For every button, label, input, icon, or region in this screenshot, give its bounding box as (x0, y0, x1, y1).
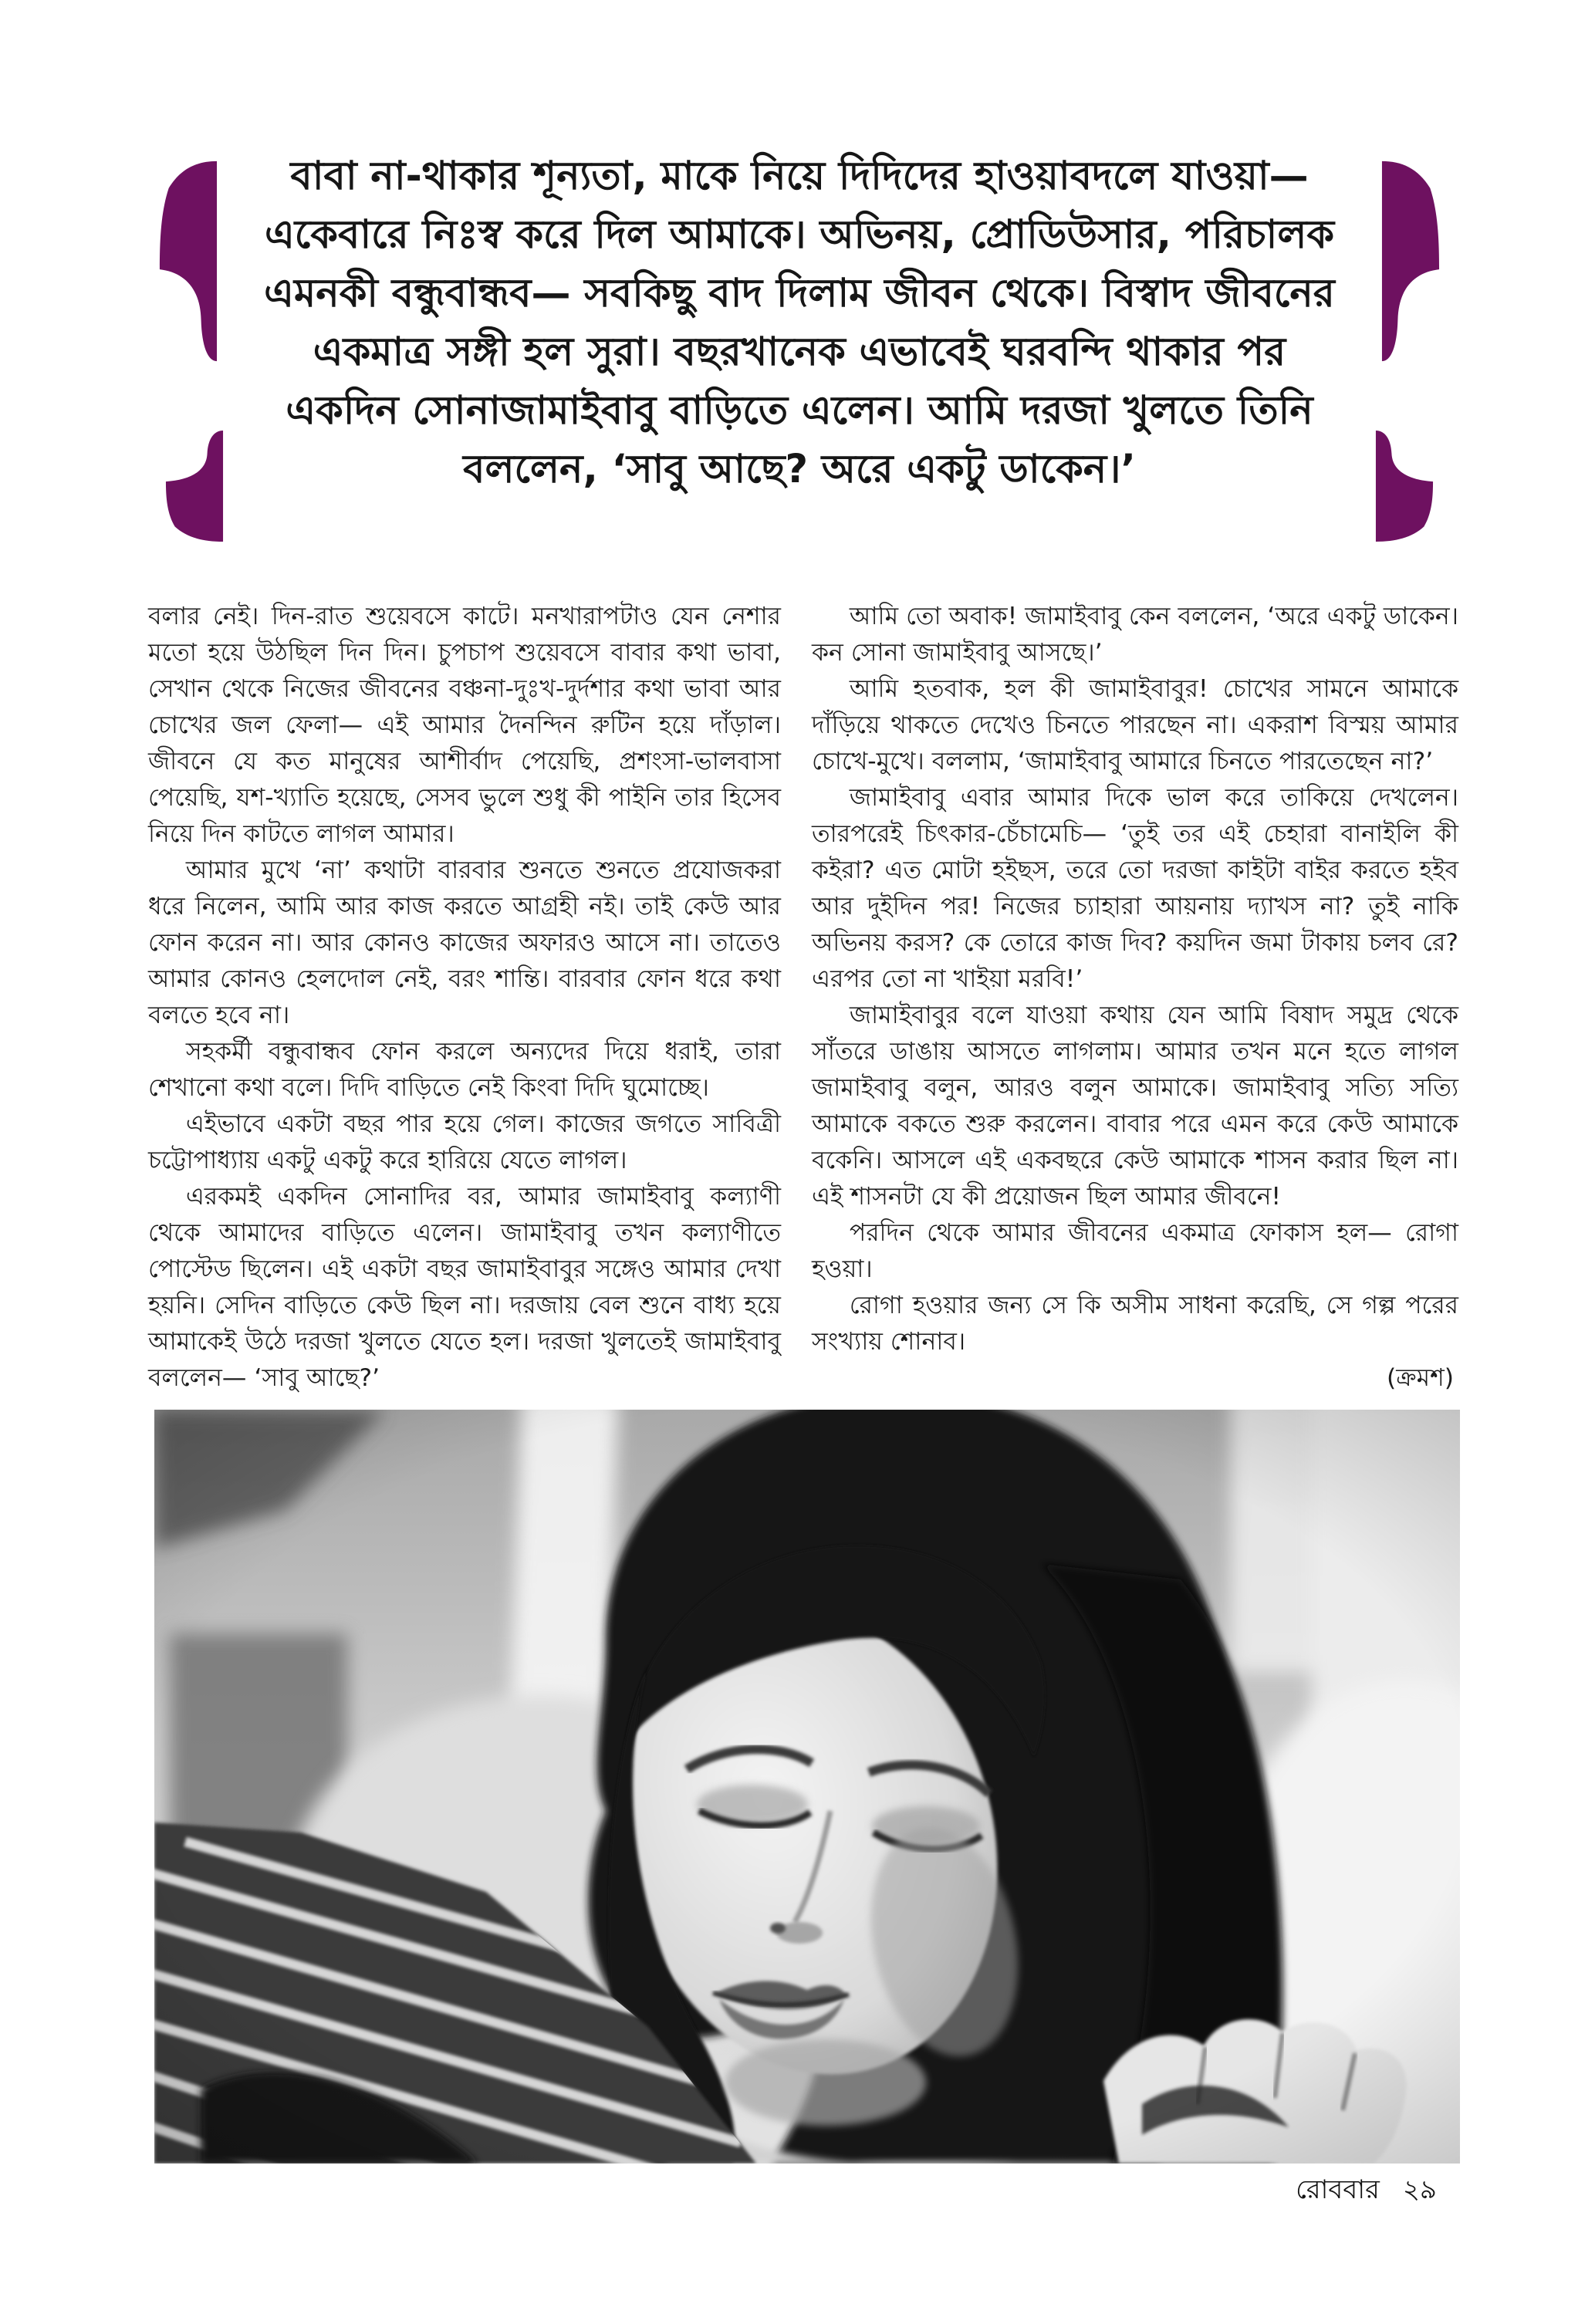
quote-bracket-top-right-icon (1380, 160, 1441, 363)
paragraph: পরদিন থেকে আমার জীবনের একমাত্র ফোকাস হল— রোগা হওয়া। (812, 1219, 1458, 1283)
paragraph: এরকমই একদিন সোনাদির বর, আমার জামাইবাবু কল্যাণী থেকে আমাদের বাড়িতে এলেন। জামাইবাবু তখন কল্যাণীতে পোস্টেড ছিলেন। এই একটা বছর জামাইবাবুর সঙ্গেও আমার দেখা হয়নি। সেদিন বাড়িতে কেউ ছিল না। দরজায় বেল শুনে বাধ্য হয়ে আমাকেই উঠে দরজা খুলতে যেতে হল। দরজা খুলতেই জামাইবাবু বললেন— ‘সাবু আছে?’ (148, 1183, 781, 1392)
photo-woman-lying-eyes-closed (154, 1410, 1460, 2164)
pull-quote-line: একমাত্র সঙ্গী হল সুরা। বছরখানেক এভাবেই ঘরবন্দি থাকার পর (313, 329, 1286, 375)
paragraph: সহকর্মী বন্ধুবান্ধব ফোন করলে অন্যদের দিয়ে ধরাই, তারা শেখানো কথা বলে। দিদি বাড়িতে নেই কিংবা দিদি ঘুমোচ্ছে। (148, 1038, 781, 1102)
quote-bracket-top-left-icon (158, 160, 218, 363)
paragraph: জামাইবাবুর বলে যাওয়া কথায় যেন আমি বিষাদ সমুদ্র থেকে সাঁতরে ডাঙায় আসতে লাগলাম। আমার তখন মনে হতে লাগল জামাইবাবু বলুন, আরও বলুন আমাকে। জামাইবাবু সত্যি সত্যি আমাকে বকতে শুরু করলেন। বাবার পরে এমন করে কেউ আমাকে বকেনি। আসলে এই একবছরে কেউ আমাকে শাসন করার ছিল না। এই শাসনটা যে কী প্রয়োজন ছিল আমার জীবনে! (812, 1002, 1458, 1211)
continuation-mark: (ক্রমশ) (1386, 1364, 1454, 1392)
quote-bracket-bottom-left-icon (164, 430, 225, 542)
paragraph: আমি হতবাক, হল কী জামাইবাবুর! চোখের সামনে আমাকে দাঁড়িয়ে থাকতে দেখেও চিনতে পারছেন না। একরাশ বিস্ময় আমার চোখে-মুখে। বললাম, ‘জামাইবাবু আমারে চিনতে পারতেছেন না?’ (812, 675, 1458, 775)
pull-quote-section (158, 143, 1441, 544)
article-column-left (148, 599, 781, 1397)
paragraph: আমার মুখে ‘না’ কথাটা বারবার শুনতে শুনতে প্রযোজকরা ধরে নিলেন, আমি আর কাজ করতে আগ্রহী নই। তাই কেউ আর ফোন করেন না। আর কোনও কাজের অফারও আসে না। তাতেও আমার কোনও হেলদোল নেই, বরং শান্তি। বারবার ফোন ধরে কথা বলতে হবে না। (148, 856, 781, 1029)
article-photo (154, 1410, 1460, 2164)
paragraph: আমি তো অবাক! জামাইবাবু কেন বললেন, ‘অরে একটু ডাকেন। কন সোনা জামাইবাবু আসছে।’ (812, 603, 1458, 667)
paragraph: জামাইবাবু এবার আমার দিকে ভাল করে তাকিয়ে দেখলেন। তারপরেই চিৎকার-চেঁচামেচি— ‘তুই তর এই চেহারা বানাইলি কী কইরা? এত মোটা হইছস, তরে তো দরজা কাইটা বাইর করতে হইব আর দুইদিন পর! নিজের চ্যাহারা আয়নায় দ্যাখস না? তুই নাকি অভিনয় করস? কে তোরে কাজ দিব? কয়দিন জমা টাকায় চলব রে? এরপর তো না খাইয়া মরবি!’ (812, 784, 1458, 993)
pull-quote-line: বাবা না-থাকার শূন্যতা, মাকে নিয়ে দিদিদের হাওয়াবদলে যাওয়া— (290, 154, 1309, 199)
page-footer (1296, 2170, 1437, 2214)
page-number: ২৯ (1402, 2174, 1437, 2205)
paragraph: বলার নেই। দিন-রাত শুয়েবসে কাটে। মনখারাপটাও যেন নেশার মতো হয়ে উঠছিল দিন দিন। চুপচাপ শুয়েবসে বাবার কথা ভাবা, সেখান থেকে নিজের জীবনের বঞ্চনা-দুঃখ-দুর্দশার কথা ভাবা আর চোখের জল ফেলা— এই আমার দৈনন্দিন রুটিন হয়ে দাঁড়াল। জীবনে যে কত মানুষের আশীর্বাদ পেয়েছি, প্রশংসা-ভালবাসা পেয়েছি, যশ-খ্যাতি হয়েছে, সেসব ভুলে শুধু কী পাইনি তার হিসেব নিয়ে দিন কাটতে লাগল আমার। (148, 603, 781, 848)
pull-quote-line: বললেন, ‘সাবু আছে? অরে একটু ডাকেন।’ (463, 447, 1136, 492)
article-column-right (812, 599, 1458, 1397)
quote-bracket-bottom-right-icon (1374, 430, 1434, 542)
paragraph: এইভাবে একটা বছর পার হয়ে গেল। কাজের জগতে সাবিত্রী চট্টোপাধ্যায় একটু একটু করে হারিয়ে যেতে লাগল। (148, 1110, 781, 1174)
paragraph: রোগা হওয়ার জন্য সে কি অসীম সাধনা করেছি, সে গল্প পরের সংখ্যায় শোনাব। (812, 1292, 1458, 1356)
pull-quote-text (228, 147, 1371, 499)
pull-quote-line: একদিন সোনাজামাইবাবু বাড়িতে এলেন। আমি দরজা খুলতে তিনি (286, 388, 1313, 434)
magazine-name: রোববার (1296, 2174, 1380, 2205)
pull-quote-line: একেবারে নিঃস্ব করে দিল আমাকে। অভিনয়, প্রোডিউসার, পরিচালক (264, 212, 1335, 258)
pull-quote-line: এমনকী বন্ধুবান্ধব— সবকিছু বাদ দিলাম জীবন থেকে। বিস্বাদ জীবনের (264, 271, 1335, 316)
